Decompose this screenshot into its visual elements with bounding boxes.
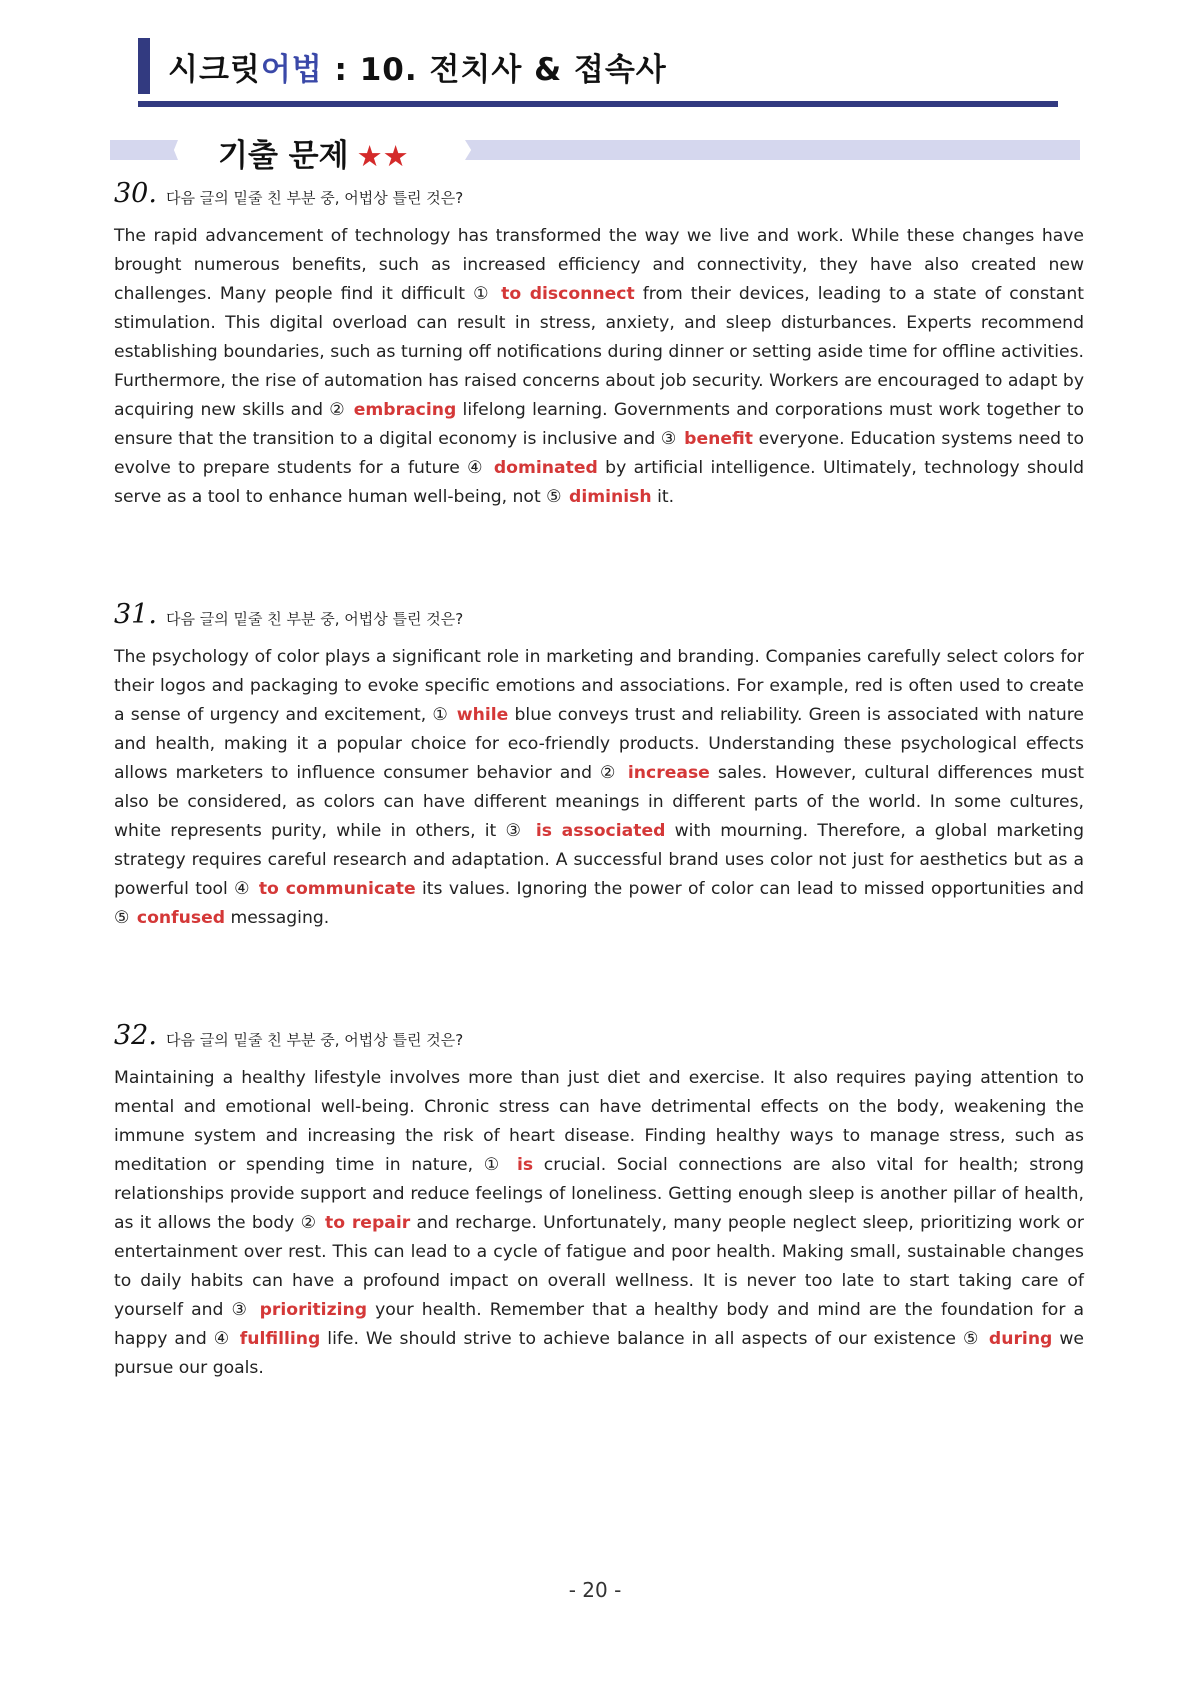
option-text: diminish bbox=[569, 487, 652, 507]
option-text: confused bbox=[136, 908, 226, 928]
option-marker: ② bbox=[300, 1213, 317, 1233]
passage-text: everyone. Education systems need to evolve to prepare students for a future bbox=[114, 429, 1084, 478]
option-marker: ④ bbox=[234, 879, 251, 899]
passage-text: from their devices, leading to a state of constant stimulation. This digital overload can result in stress, anxiety, and sleep disturbances. Experts recommend establishing boundaries, such as turning off notifications during dinner or setting aside time for offline activities. Furthermore, the rise of automation has raised concerns about job security. Workers are encouraged to adapt by acquiring new skills and bbox=[114, 284, 1084, 420]
title-accent: 어법 bbox=[260, 52, 323, 88]
passage-text: with mourning. Therefore, a global marketing strategy requires careful research and adaptation. A successful brand uses color not just for aesthetics but as a powerful tool bbox=[114, 821, 1084, 899]
question-header bbox=[114, 178, 1084, 216]
option-marker: ② bbox=[600, 763, 618, 783]
question-header bbox=[114, 599, 1084, 637]
question-number: 32. bbox=[114, 1020, 157, 1051]
page-header bbox=[138, 38, 1058, 108]
passage-text: Maintaining a healthy lifestyle involves more than just diet and exercise. It also requires paying attention to mental and emotional well-being. Chronic stress can have detrimental effects on the body, weakening the immune system and increasing the risk of heart disease. Finding healthy ways to manage stress, such as meditation or spending time in nature, bbox=[114, 1068, 1084, 1175]
passage-text: blue conveys trust and reliability. Green is associated with nature and health, making it a popular choice for eco-friendly products. Understanding these psychological effects allows marketers to influence consumer behavior and bbox=[114, 705, 1084, 783]
section-band-right bbox=[465, 140, 1080, 160]
option-text: is associated bbox=[535, 821, 666, 841]
option-text: to repair bbox=[325, 1213, 411, 1233]
option-text: fulfilling bbox=[239, 1329, 321, 1349]
page-title bbox=[168, 44, 667, 89]
option-text: to communicate bbox=[258, 879, 416, 899]
option-marker: ③ bbox=[660, 429, 677, 449]
option-marker: ③ bbox=[505, 821, 525, 841]
passage-text: your health. Remember that a healthy body and mind are the foundation for a happy and bbox=[114, 1300, 1084, 1349]
option-text: prioritizing bbox=[259, 1300, 367, 1320]
section-band-left bbox=[110, 140, 178, 160]
question-header bbox=[114, 1020, 1084, 1058]
question-prompt: 다음 글의 밑줄 친 부분 중, 어법상 틀린 것은? bbox=[166, 610, 464, 628]
page-number: - 20 - bbox=[568, 1578, 622, 1602]
star-icon: ★★ bbox=[356, 139, 409, 173]
option-marker: ③ bbox=[231, 1300, 250, 1320]
passage-text: crucial. Social connections are also vital for health; strong relationships provide support and reduce feelings of loneliness. Getting enough sleep is another pillar of health, as it allows the body bbox=[114, 1155, 1084, 1233]
option-text: to disconnect bbox=[501, 284, 635, 304]
option-text: during bbox=[988, 1329, 1053, 1349]
passage-text: we pursue our goals. bbox=[114, 1329, 1084, 1378]
passage-text: life. We should strive to achieve balance in all aspects of our existence bbox=[320, 1329, 963, 1349]
passage-text: The psychology of color plays a significant role in marketing and branding. Companies carefully select colors for their logos and packaging to evoke specific emotions and associations. For example, red is often used to create a sense of urgency and excitement, bbox=[114, 647, 1084, 725]
option-marker: ① bbox=[432, 705, 449, 725]
question-31 bbox=[114, 599, 1084, 933]
option-marker: ① bbox=[473, 284, 492, 304]
passage-text: messaging. bbox=[225, 908, 330, 928]
option-text: embracing bbox=[353, 400, 457, 420]
option-text: while bbox=[456, 705, 509, 725]
passage-text: and recharge. Unfortunately, many people neglect sleep, prioritizing work or entertainment over rest. This can lead to a cycle of fatigue and poor health. Making small, sustainable changes to daily habits can have a profound impact on overall wellness. It is never too late to start taking care of yourself and bbox=[114, 1213, 1084, 1320]
question-passage bbox=[114, 1064, 1084, 1383]
option-marker: ④ bbox=[213, 1329, 231, 1349]
question-prompt: 다음 글의 밑줄 친 부분 중, 어법상 틀린 것은? bbox=[166, 1031, 464, 1049]
option-text: increase bbox=[627, 763, 710, 783]
question-30 bbox=[114, 178, 1084, 512]
option-text: benefit bbox=[684, 429, 753, 449]
option-marker: ② bbox=[329, 400, 346, 420]
header-rule bbox=[138, 101, 1058, 107]
option-marker: ④ bbox=[467, 458, 485, 478]
passage-text: sales. However, cultural differences must also be considered, as colors can have different meanings in different parts of the world. In some cultures, white represents purity, while in others, it bbox=[114, 763, 1084, 841]
passage-text: The rapid advancement of technology has transformed the way we live and work. While these changes have brought numerous benefits, such as increased efficiency and connectivity, they have also created new challenges. Many people find it difficult bbox=[114, 226, 1084, 304]
question-passage bbox=[114, 643, 1084, 933]
passage-text: by artificial intelligence. Ultimately, technology should serve as a tool to enhance human well-being, not bbox=[114, 458, 1084, 507]
passage-text: lifelong learning. Governments and corporations must work together to ensure that the transition to a digital economy is inclusive and bbox=[114, 400, 1084, 449]
title-suffix: : 10. 전치사 & 접속사 bbox=[322, 52, 667, 88]
question-number: 30. bbox=[114, 178, 157, 209]
question-number: 31. bbox=[114, 599, 157, 630]
question-32 bbox=[114, 1020, 1084, 1383]
section-title bbox=[218, 130, 409, 175]
section-title-text: 기출 문제 bbox=[218, 138, 349, 174]
option-marker: ⑤ bbox=[962, 1329, 980, 1349]
option-marker: ⑤ bbox=[114, 908, 130, 928]
header-accent-bar bbox=[138, 38, 150, 94]
option-marker: ⑤ bbox=[546, 487, 562, 507]
question-passage bbox=[114, 222, 1084, 512]
option-text: is bbox=[516, 1155, 534, 1175]
option-text: dominated bbox=[493, 458, 598, 478]
passage-text: its values. Ignoring the power of color can lead to missed opportunities and bbox=[415, 879, 1084, 899]
question-prompt: 다음 글의 밑줄 친 부분 중, 어법상 틀린 것은? bbox=[166, 189, 464, 207]
option-marker: ① bbox=[483, 1155, 505, 1175]
title-prefix: 시크릿 bbox=[168, 52, 261, 88]
passage-text: it. bbox=[651, 487, 675, 507]
